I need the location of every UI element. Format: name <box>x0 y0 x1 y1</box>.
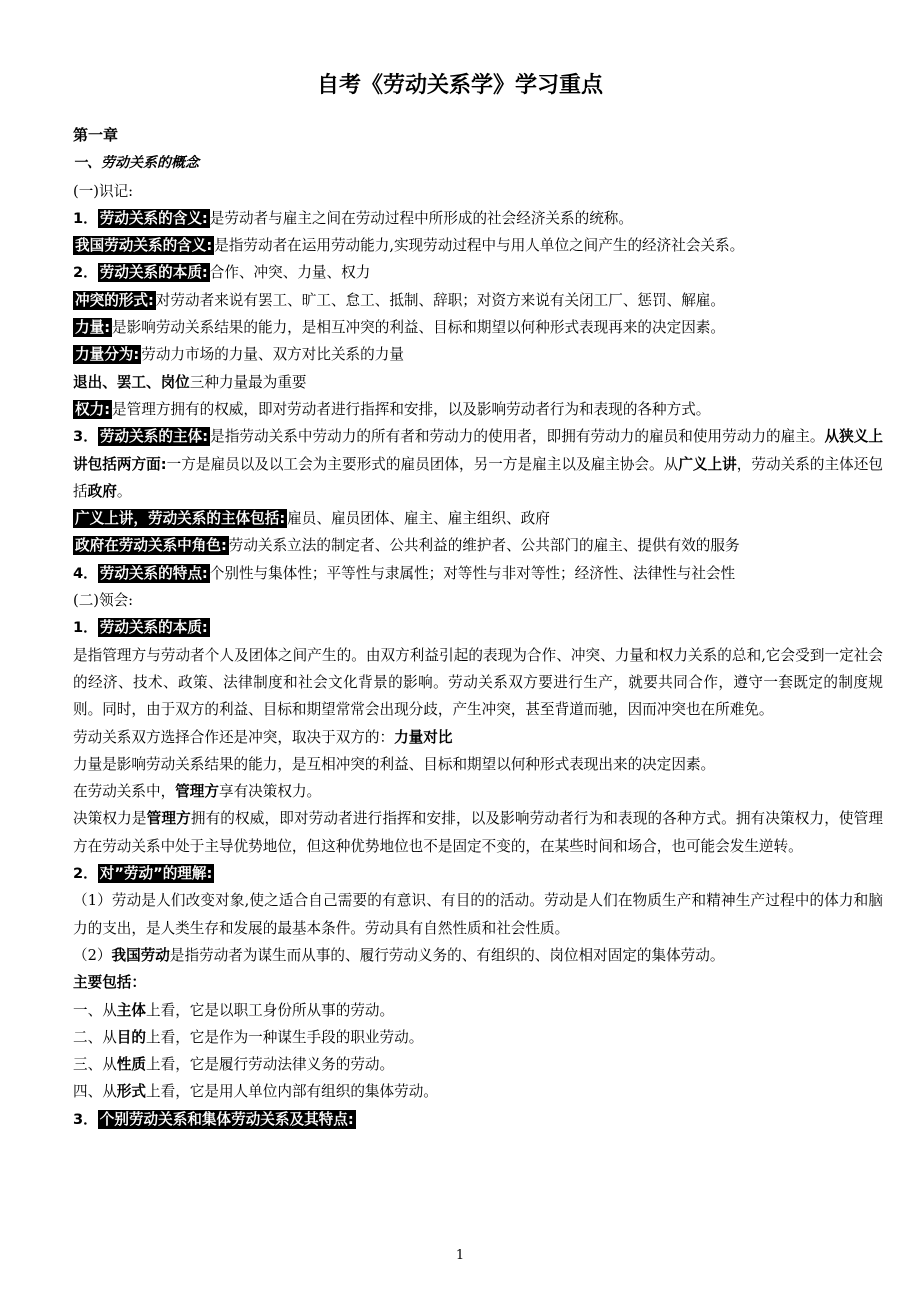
line-text: 上看，它是作为一种谋生手段的职业劳动。 <box>146 1028 424 1046</box>
page-number: 1 <box>455 1248 465 1263</box>
line-decision-power <box>73 778 883 805</box>
line-text: 是指劳动者为谋生而从事的、履行劳动义务的、有组织的、岗位相对固定的集体劳动。 <box>169 946 725 964</box>
paragraph-text: ，劳动关系的主体还包括 <box>73 455 883 500</box>
bold-term: 管理方 <box>175 783 219 801</box>
line-cooperation-choice <box>73 724 883 751</box>
line-definition <box>73 205 883 232</box>
line-text: 劳动关系立法的制定者、公共利益的维护者、公共部门的雇主、提供有效的服务 <box>228 537 740 555</box>
line-text: 对劳动者来说有罢工、旷工、怠工、抵制、辞职；对资方来说有关闭工厂、惩罚、解雇。 <box>155 291 725 309</box>
section-heading <box>73 149 883 177</box>
line-government-role <box>73 532 883 559</box>
line-text: 是管理方拥有的权威，即对劳动者进行指挥和安排，以及影响劳动者行为和表现的各种方式。 <box>112 400 711 418</box>
bold-term: 性质 <box>116 1056 146 1074</box>
paragraph-subjects <box>73 423 883 505</box>
paragraph-labor-1: （1）劳动是人们改变对象,使之适合自己需要的有意识、有目的的活动。劳动是人们在物质生产和精神生产过程中的体力和脑力的支出，是人类生存和发展的最基本条件。劳动具有自然性质和社会性质。 <box>73 892 883 937</box>
highlight-term: 对”劳动”的理解: <box>99 865 213 883</box>
bold-term: 广义上讲 <box>678 455 737 473</box>
line-text: 三、从 <box>73 1056 117 1074</box>
item-number: 1． <box>73 209 98 227</box>
line-conflict-forms <box>73 287 883 314</box>
bold-term: 退出、罢工、岗位 <box>73 373 190 391</box>
highlight-term: 个别劳动关系和集体劳动关系及其特点: <box>99 1110 354 1128</box>
line-text: 是劳动者与雇主之间在劳动过程中所形成的社会经济关系的统称。 <box>209 209 633 227</box>
line-text: 上看，它是以职工身份所从事的劳动。 <box>146 1001 395 1019</box>
line-essence-heading <box>73 614 883 641</box>
highlight-term: 劳动关系的本质: <box>99 264 208 282</box>
bold-term: 目的 <box>116 1028 146 1046</box>
line-force-types <box>73 341 883 368</box>
item-number: 2． <box>73 865 98 883</box>
item-number: 1． <box>73 619 98 637</box>
line-text: 雇员、雇员团体、雇主、雇主组织、政府 <box>287 510 550 528</box>
paragraph-text: 拥有的权威，即对劳动者进行指挥和安排，以及影响劳动者行为和表现的各种方式。拥有决策权力，使管理方在劳动关系中处于主导优势地位，但这种优势地位也不是固定不变的，在某些时间和场合，也可能会发生逆转。 <box>73 810 883 855</box>
line-text: 一、从 <box>73 1001 117 1019</box>
paragraph-text: 决策权力是 <box>73 810 147 828</box>
bold-term: 政府 <box>87 482 117 500</box>
item-number: 3． <box>73 428 98 446</box>
line-text: 是影响劳动关系结果的能力，是相互冲突的利益、目标和期望以何种形式表现再来的决定因素。 <box>112 319 725 337</box>
line-text: （2） <box>73 946 112 964</box>
bold-term: 我国劳动 <box>111 946 170 964</box>
line-text: 劳动关系双方选择合作还是冲突，取决于双方的： <box>73 728 395 746</box>
list-item <box>73 997 883 1024</box>
item-number: 2． <box>73 264 98 282</box>
chapter-label: 第一章 <box>73 126 119 144</box>
highlight-term: 劳动关系的含义: <box>99 209 208 227</box>
line-labor-2 <box>73 942 883 969</box>
line-individual-collective-heading <box>73 1106 883 1133</box>
subsection-heading: (二)领会: <box>73 592 134 610</box>
paragraph-essence: 是指管理方与劳动者个人及团体之间产生的。由双方利益引起的表现为合作、冲突、力量和权力关系的总和,它会受到一定社会的经济、技术、政策、法律制度和社会文化背景的影响。劳动关系双方要进行生产，就要共同合作，遵守一套既定的制度规则。同时，由于双方的利益、目标和期望常常会出现分歧，产生冲突，甚至背道而驰，因而冲突也在所难免。 <box>73 646 883 719</box>
paragraph-decision-power <box>73 805 883 860</box>
line-broad-subjects <box>73 505 883 532</box>
highlight-term: 力量分为: <box>75 346 140 364</box>
bold-term: 从狭义上讲包括两方面: <box>73 428 883 473</box>
line-labor-heading <box>73 860 883 887</box>
line-text: 个别性与集体性；平等性与隶属性；对等性与非对等性；经济性、法律性与社会性 <box>209 564 736 582</box>
line-three-forces <box>73 369 883 396</box>
document-title: 自考《劳动关系学》学习重点 <box>316 73 603 98</box>
highlight-term: 冲突的形式: <box>75 291 154 309</box>
document-body <box>73 122 883 1133</box>
bold-term: 主要包括： <box>73 974 146 992</box>
highlight-term: 权力: <box>75 400 111 418</box>
chapter-heading <box>73 122 883 149</box>
bold-term: 力量对比 <box>394 728 453 746</box>
highlight-term: 力量: <box>75 319 111 337</box>
highlight-term: 广义上讲，劳动关系的主体包括: <box>75 510 286 528</box>
list-item <box>73 1024 883 1051</box>
line-text: 上看，它是用人单位内部有组织的集体劳动。 <box>146 1083 438 1101</box>
line-china-definition <box>73 232 883 259</box>
line-text: 在劳动关系中， <box>73 783 176 801</box>
item-number: 3． <box>73 1110 98 1128</box>
list-item <box>73 1078 883 1105</box>
line-essence <box>73 259 883 286</box>
line-text: 合作、冲突、力量、权力 <box>209 264 371 282</box>
line-authority <box>73 396 883 423</box>
bold-term: 管理方 <box>146 810 191 828</box>
list-item <box>73 1051 883 1078</box>
highlight-term: 我国劳动关系的含义: <box>75 237 213 255</box>
paragraph-text: 是指劳动关系中劳动力的所有者和劳动力的使用者，即拥有劳动力的雇员和使用劳动力的雇主。 <box>210 428 825 446</box>
bold-term: 形式 <box>116 1083 146 1101</box>
subsection-heading: (一)识记: <box>73 182 134 200</box>
paragraph-text: 一方是雇员以及以工会为主要形式的雇员团体，另一方是雇主以及雇主协会。从 <box>166 455 679 473</box>
line-text: 三种力量最为重要 <box>189 373 307 391</box>
line-includes <box>73 969 883 996</box>
line-text: 上看，它是履行劳动法律义务的劳动。 <box>146 1056 395 1074</box>
item-number: 4． <box>73 564 98 582</box>
highlight-term: 劳动关系的主体: <box>99 428 209 446</box>
line-force-definition: 力量是影响劳动关系结果的能力，是互相冲突的利益、目标和期望以何种形式表现出来的决定因素。 <box>73 755 716 773</box>
line-text: 二、从 <box>73 1028 117 1046</box>
highlight-term: 政府在劳动关系中角色: <box>75 537 227 555</box>
line-text: 享有决策权力。 <box>218 783 322 801</box>
highlight-term: 劳动关系的本质: <box>99 619 208 637</box>
line-power-force <box>73 314 883 341</box>
bold-term: 主体 <box>116 1001 146 1019</box>
line-text: 四、从 <box>73 1083 117 1101</box>
line-characteristics <box>73 560 883 587</box>
section-label: 一、劳动关系的概念 <box>73 155 199 172</box>
paragraph-text: 。 <box>116 482 132 500</box>
line-text: 是指劳动者在运用劳动能力,实现劳动过程中与用人单位之间产生的经济社会关系。 <box>214 237 745 255</box>
highlight-term: 劳动关系的特点: <box>99 564 208 582</box>
line-text: 劳动力市场的力量、双方对比关系的力量 <box>141 346 404 364</box>
